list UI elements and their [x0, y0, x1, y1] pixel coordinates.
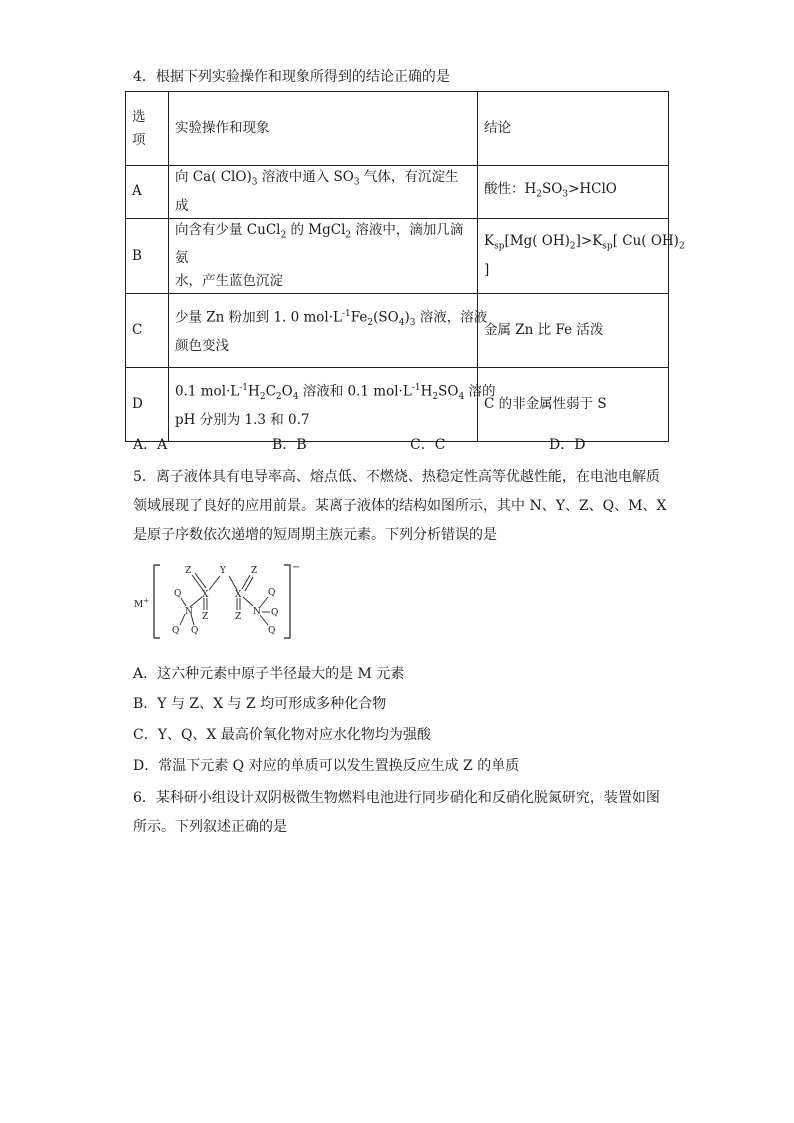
left-bracket — [154, 565, 160, 638]
svg-text:X: X — [202, 590, 209, 600]
right-bracket — [284, 565, 290, 638]
svg-text:Q: Q — [268, 626, 276, 636]
choice-c[interactable]: C．C — [410, 437, 446, 453]
question-6-stem: 6．某科研小组设计双阴极微生物燃料电池进行同步硝化和反硝化脱氮研究，装置如图 所示。下列叙述正确的是 — [133, 790, 660, 835]
table-row — [126, 368, 669, 442]
header-option: 选 项 — [126, 92, 169, 166]
row-id: B — [126, 218, 169, 294]
svg-text:N: N — [185, 607, 193, 617]
row-conclusion: C 的非金属性弱于 S — [478, 368, 669, 442]
choice-b[interactable]: B．B — [272, 437, 307, 453]
svg-text:Z: Z — [251, 566, 258, 576]
svg-text:Z: Z — [185, 566, 192, 576]
atom-labels — [172, 566, 278, 636]
cation-label: M+ — [134, 597, 150, 610]
anion-charge: − — [292, 562, 301, 573]
svg-text:Q: Q — [271, 608, 279, 618]
svg-text:Z: Z — [235, 612, 242, 622]
svg-text:Q: Q — [174, 589, 182, 599]
row-operation: 0.1 $mol\cdot L^{-1}H_2C_2O_4$ 溶液和 0.1 $mol\cdot L^{-1}H_2SO_4$ 溶的 pH 分别为 1.3 和 0.7 — [169, 368, 478, 442]
choice-a[interactable]: A．A — [133, 437, 168, 453]
svg-text:Y: Y — [220, 566, 226, 576]
choice-d[interactable]: D．D — [549, 437, 586, 453]
question-5-option-a[interactable]: A．这六种元素中原子半径最大的是 M 元素 — [133, 666, 405, 682]
row-operation: 少量 Zn 粉加到 1. 0 $mol\cdot L^{-1}Fe_2(SO_4)_3$ 溶液，溶液 颜色变浅 — [169, 294, 478, 368]
table-row — [126, 294, 669, 368]
header-conclusion: 结论 — [478, 92, 669, 166]
svg-text:X: X — [235, 590, 242, 600]
question-5-stem: 5．离子液体具有电导率高、熔点低、不燃烧、热稳定性高等优越性能，在电池电解质 领域展现了良好的应用前景。某离子液体的结构如图所示，其中 N、Y、Z、Q、M、X 是原子序数依次递增的短周期主族元素。下列分析错误的是 — [133, 469, 667, 543]
experiment-table — [125, 91, 685, 442]
question-5-option-c[interactable]: C．Y、Q、X 最高价氧化物对应水化物均为强酸 — [133, 727, 431, 743]
row-conclusion: $K_{sp}[Mg$( $OH)_2]>K_{sp}$[ Cu( $OH)_2$ ] — [478, 218, 669, 294]
svg-text:Q: Q — [268, 588, 276, 598]
header-operation: 实验操作和现象 — [169, 92, 478, 166]
row-id: D — [126, 368, 169, 442]
row-operation: 向含有少量 CuCl$_2$ 的 MgCl$_2$ 溶液中，滴加几滴氨 水，产生蓝色沉淀 — [169, 218, 478, 294]
question-5-option-d[interactable]: D．常温下元素 Q 对应的单质可以发生置换反应生成 Z 的单质 — [133, 758, 520, 774]
row-operation: 向 Ca( $ClO)_3$ 溶液中通入 $SO_3$ 气体，有沉淀生成 — [169, 166, 478, 219]
svg-text:N: N — [253, 607, 261, 617]
row-id: C — [126, 294, 169, 368]
ionic-liquid-structure-diagram — [134, 562, 304, 642]
question-4-stem: 4．根据下列实验操作和现象所得到的结论正确的是 — [133, 69, 450, 85]
svg-text:Q: Q — [191, 626, 199, 636]
row-id: A — [126, 166, 169, 219]
svg-text:Z: Z — [202, 612, 209, 622]
svg-text:Q: Q — [172, 626, 180, 636]
table-header-row — [126, 92, 669, 166]
question-5-option-b[interactable]: B．Y 与 Z、X 与 Z 均可形成多种化合物 — [133, 696, 387, 712]
bonds — [180, 573, 270, 625]
table-row — [126, 166, 669, 219]
question-4-choices — [133, 432, 673, 458]
row-conclusion: 金属 Zn 比 Fe 活泼 — [478, 294, 669, 368]
table-row — [126, 218, 669, 294]
row-conclusion: 酸性：$H_2SO_3>HClO$ — [478, 166, 669, 219]
